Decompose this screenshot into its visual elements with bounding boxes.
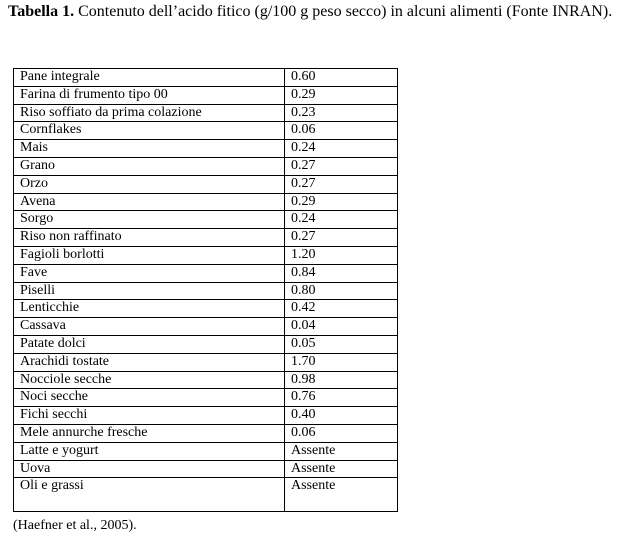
value-cell: 0.27 <box>285 157 398 175</box>
food-cell: Grano <box>14 157 285 175</box>
food-cell: Lenticchie <box>14 300 285 318</box>
value-cell: 1.70 <box>285 353 398 371</box>
value-cell: Assente <box>285 442 398 460</box>
table-row <box>14 175 398 193</box>
value-cell: 0.98 <box>285 371 398 389</box>
food-cell: Cassava <box>14 318 285 336</box>
table-row <box>14 282 398 300</box>
table-row <box>14 229 398 247</box>
table-row <box>14 86 398 104</box>
food-cell: Avena <box>14 193 285 211</box>
value-cell: 0.04 <box>285 318 398 336</box>
value-cell: 0.29 <box>285 86 398 104</box>
value-cell: 1.20 <box>285 246 398 264</box>
food-cell: Cornflakes <box>14 122 285 140</box>
food-cell: Noci secche <box>14 389 285 407</box>
food-cell: Farina di frumento tipo 00 <box>14 86 285 104</box>
food-cell: Arachidi tostate <box>14 353 285 371</box>
food-cell: Pane integrale <box>14 69 285 87</box>
value-cell: Assente <box>285 478 398 512</box>
food-cell: Mais <box>14 140 285 158</box>
table-row <box>14 104 398 122</box>
table-row <box>14 353 398 371</box>
value-cell: 0.23 <box>285 104 398 122</box>
table-row <box>14 211 398 229</box>
table-row <box>14 157 398 175</box>
value-cell: 0.29 <box>285 193 398 211</box>
table-row <box>14 371 398 389</box>
table-row <box>14 335 398 353</box>
value-cell: 0.27 <box>285 175 398 193</box>
table-row <box>14 69 398 87</box>
table-row <box>14 318 398 336</box>
value-cell: 0.06 <box>285 122 398 140</box>
value-cell: 0.80 <box>285 282 398 300</box>
value-cell: 0.60 <box>285 69 398 87</box>
table-row <box>14 140 398 158</box>
food-cell: Riso non raffinato <box>14 229 285 247</box>
food-cell: Nocciole secche <box>14 371 285 389</box>
table-row <box>14 478 398 512</box>
food-cell: Fave <box>14 264 285 282</box>
food-cell: Orzo <box>14 175 285 193</box>
food-cell: Latte e yogurt <box>14 442 285 460</box>
caption-label: Tabella 1. <box>8 3 75 20</box>
value-cell: 0.40 <box>285 407 398 425</box>
table-row <box>14 264 398 282</box>
value-cell: 0.42 <box>285 300 398 318</box>
table-row <box>14 442 398 460</box>
table-row <box>14 122 398 140</box>
table-row <box>14 407 398 425</box>
food-cell: Oli e grassi <box>14 478 285 512</box>
table-row <box>14 300 398 318</box>
phytic-acid-table <box>13 68 398 512</box>
value-cell: 0.06 <box>285 424 398 442</box>
table-row <box>14 424 398 442</box>
value-cell: 0.24 <box>285 211 398 229</box>
table-row <box>14 193 398 211</box>
table-row <box>14 460 398 478</box>
source-note: (Haefner et al., 2005). <box>13 518 137 533</box>
food-cell: Piselli <box>14 282 285 300</box>
table-caption <box>8 2 618 22</box>
table-body <box>14 69 398 512</box>
value-cell: Assente <box>285 460 398 478</box>
value-cell: 0.05 <box>285 335 398 353</box>
food-cell: Sorgo <box>14 211 285 229</box>
food-cell: Fichi secchi <box>14 407 285 425</box>
value-cell: 0.27 <box>285 229 398 247</box>
food-cell: Fagioli borlotti <box>14 246 285 264</box>
value-cell: 0.84 <box>285 264 398 282</box>
table-row <box>14 389 398 407</box>
value-cell: 0.24 <box>285 140 398 158</box>
food-cell: Riso soffiato da prima colazione <box>14 104 285 122</box>
table-row <box>14 246 398 264</box>
caption-text: Contenuto dell’acido fitico (g/100 g peso secco) in alcuni alimenti (Fonte INRAN). <box>74 3 613 20</box>
food-cell: Patate dolci <box>14 335 285 353</box>
value-cell: 0.76 <box>285 389 398 407</box>
food-cell: Mele annurche fresche <box>14 424 285 442</box>
food-cell: Uova <box>14 460 285 478</box>
